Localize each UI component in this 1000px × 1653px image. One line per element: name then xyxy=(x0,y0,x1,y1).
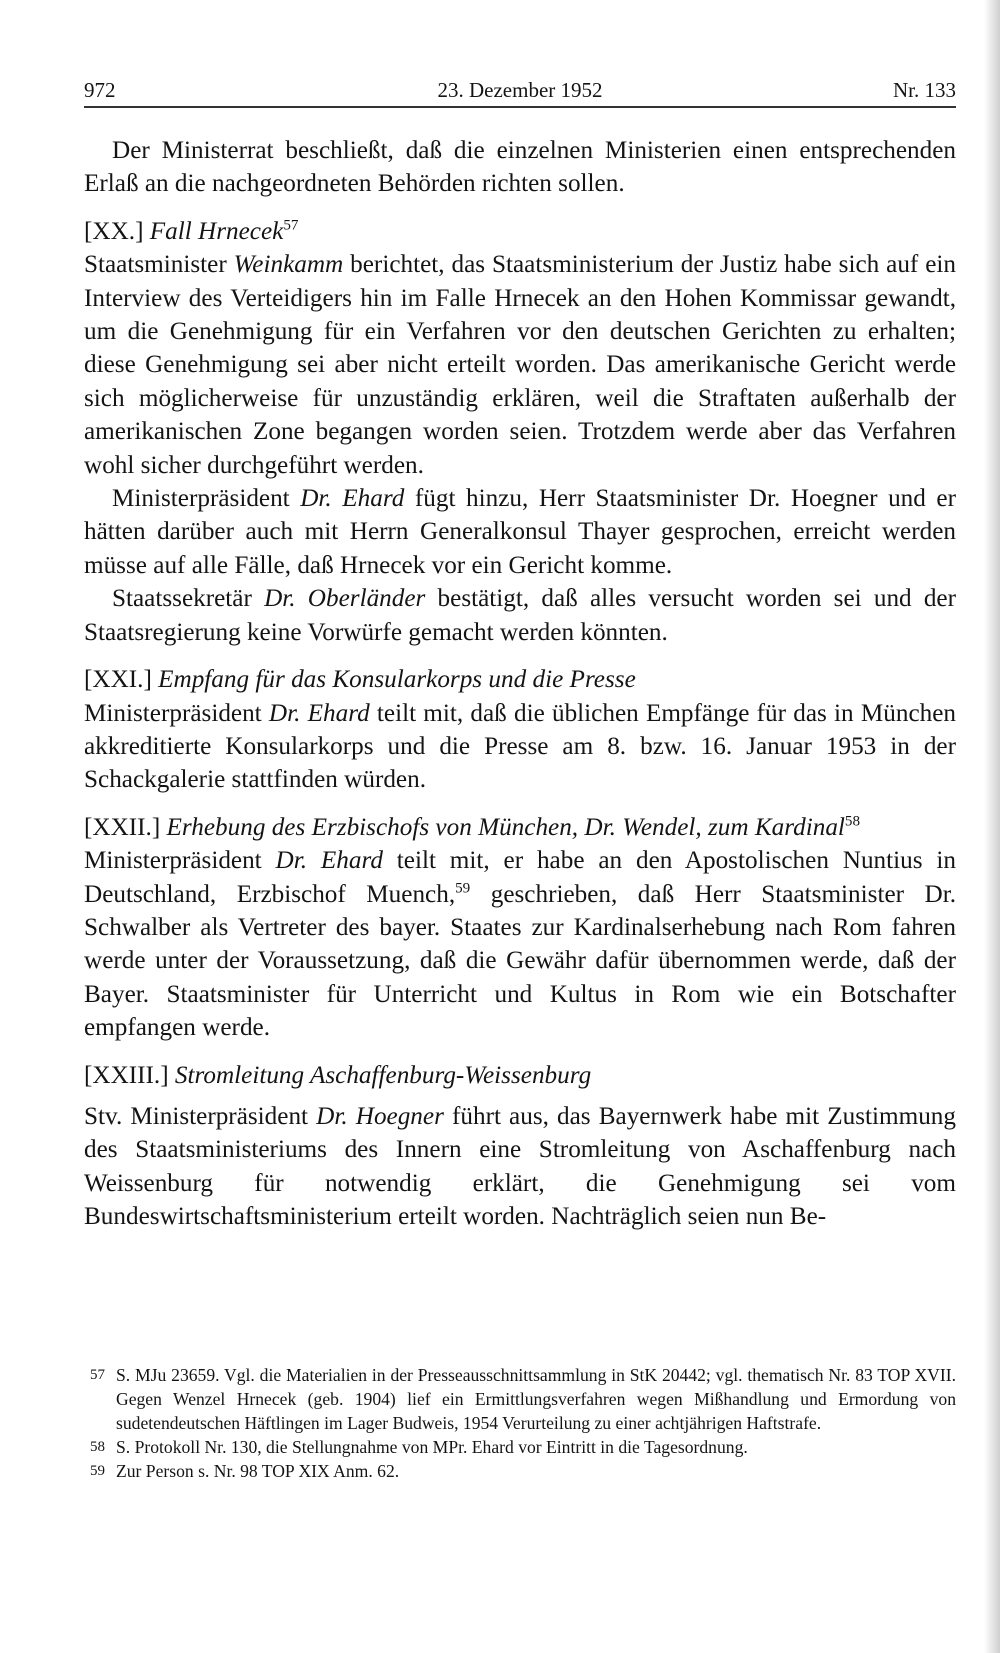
issue-number: Nr. 133 xyxy=(893,78,956,102)
section-title: Empfang für das Konsularkorps und die Presse xyxy=(158,666,636,694)
page-number: 972 xyxy=(84,78,116,102)
speaker-name: Dr. Hoegner xyxy=(316,1102,444,1130)
footnote-ref: 59 xyxy=(455,880,471,897)
section-heading-xxii xyxy=(84,811,956,844)
speaker-name: Dr. Ehard xyxy=(300,485,405,513)
footnote-text: S. MJu 23659. Vgl. die Materialien in der Presseausschnittsammlung in StK 20442; vgl. thematisch Nr. 83 TOP XVII. Gegen Wenzel Hrnecek (geb. 1904) lief ein Ermittlungsverfahren wegen Mißhandlung und Ermordung von sudetendeutschen Häftlingen im Lager Budweis, 1954 Verurteilung zu einer achtjährigen Haftstrafe. xyxy=(116,1365,956,1433)
section-number: [XXII.] xyxy=(84,813,161,841)
footnote-text: S. Protokoll Nr. 130, die Stellungnahme von MPr. Ehard vor Eintritt in die Tagesordnung. xyxy=(116,1437,748,1457)
footnote-ref: 58 xyxy=(844,813,861,830)
footnote xyxy=(84,1459,956,1483)
section-number: [XXI.] xyxy=(84,666,152,694)
page-edge-shadow xyxy=(984,0,1000,1653)
footnote-number: 57 xyxy=(90,1367,105,1383)
header-date: 23. Dezember 1952 xyxy=(437,78,603,102)
section-title: Fall Hrnecek xyxy=(149,217,284,245)
speaker-name: Dr. Oberländer xyxy=(264,585,426,613)
paragraph: Staatsminister Weinkamm berichtet, das Staatsministerium der Justiz habe sich auf ein Interview des Verteidigers hin im Falle Hrnecek an den Hohen Kommissar gewandt, um die Genehmigung für ein Verfahren vor den deutschen Gerichten zu erhalten; diese Genehmigung sei aber nicht erteilt worden. Das amerikanische Gericht werde sich möglicherweise für unzuständig erklären, weil die Straftaten außerhalb der amerikanischen Zone begangen worden seien. Trotzdem werde aber das Verfahren wohl sicher durchgeführt werden. xyxy=(84,251,956,479)
speaker-name: Weinkamm xyxy=(233,251,344,279)
paragraph: Stv. Ministerpräsident Dr. Hoegner führt aus, das Bayernwerk habe mit Zustimmung des Staatsministeriums des Innern eine Stromleitung von Aschaffenburg nach Weissenburg für notwendig erklärt, die Genehmigung sei vom Bundeswirtschaftsministerium erteilt worden. Nachträglich seien nun Be- xyxy=(84,1102,956,1231)
footnote-text: Zur Person s. Nr. 98 TOP XIX Anm. 62. xyxy=(116,1461,400,1481)
footnote-number: 58 xyxy=(90,1439,105,1455)
section-heading-xxiii xyxy=(84,1059,956,1092)
main-text xyxy=(84,134,956,1234)
section-title: Erhebung des Erzbischofs von München, Dr. Wendel, zum Kardinal xyxy=(166,813,845,841)
footnote xyxy=(84,1435,956,1459)
section-number: [XX.] xyxy=(84,217,144,245)
paragraph: Ministerpräsident Dr. Ehard fügt hinzu, Herr Staatsminister Dr. Hoegner und er hätten darüber auch mit Herrn Generalkonsul Thayer gesprochen, erreicht werden müsse auf alle Fälle, daß Hrnecek vor ein Gericht komme. xyxy=(84,485,956,579)
paragraph: Ministerpräsident Dr. Ehard teilt mit, er habe an den Apostolischen Nuntius in Deutschland, Erzbischof Muench,$^{59}$ geschrieben, daß Herr Staatsminister Dr. Schwalber als Vertreter des bayer. Staates zur Kardinalserhebung nach Rom fahren werde unter der Voraussetzung, daß die Gewähr dafür übernommen werde, daß der Bayer. Staatsminister für Unterricht und Kultus in Rom wie ein Botschafter empfangen werde. xyxy=(84,847,956,1042)
section-title: Stromleitung Aschaffenburg-Weissenburg xyxy=(174,1061,592,1089)
speaker-name: Dr. Ehard xyxy=(268,699,370,727)
paragraph: Der Ministerrat beschließt, daß die einzelnen Ministerien einen entsprechenden Erlaß an die nachgeordneten Behörden richten sollen. xyxy=(84,137,956,198)
footnotes xyxy=(84,1363,956,1483)
section-number: [XXIII.] xyxy=(84,1061,169,1089)
footnote-number: 59 xyxy=(90,1463,105,1479)
speaker-name: Dr. Ehard xyxy=(275,847,383,875)
footnote-ref: 57 xyxy=(283,217,299,234)
footnote xyxy=(84,1363,956,1435)
running-header xyxy=(84,74,956,108)
paragraph: Ministerpräsident Dr. Ehard teilt mit, daß die üblichen Empfänge für das in München akkreditierte Konsularkorps und die Presse am 8. bzw. 16. Januar 1953 in der Schackgalerie stattfinden würden. xyxy=(84,699,957,794)
paragraph: Staatssekretär Dr. Oberländer bestätigt, daß alles versucht worden sei und der Staatsregierung keine Vorwürfe gemacht werden könnten. xyxy=(84,585,957,646)
section-heading-xxi xyxy=(84,663,956,696)
section-heading-xx xyxy=(84,215,956,248)
